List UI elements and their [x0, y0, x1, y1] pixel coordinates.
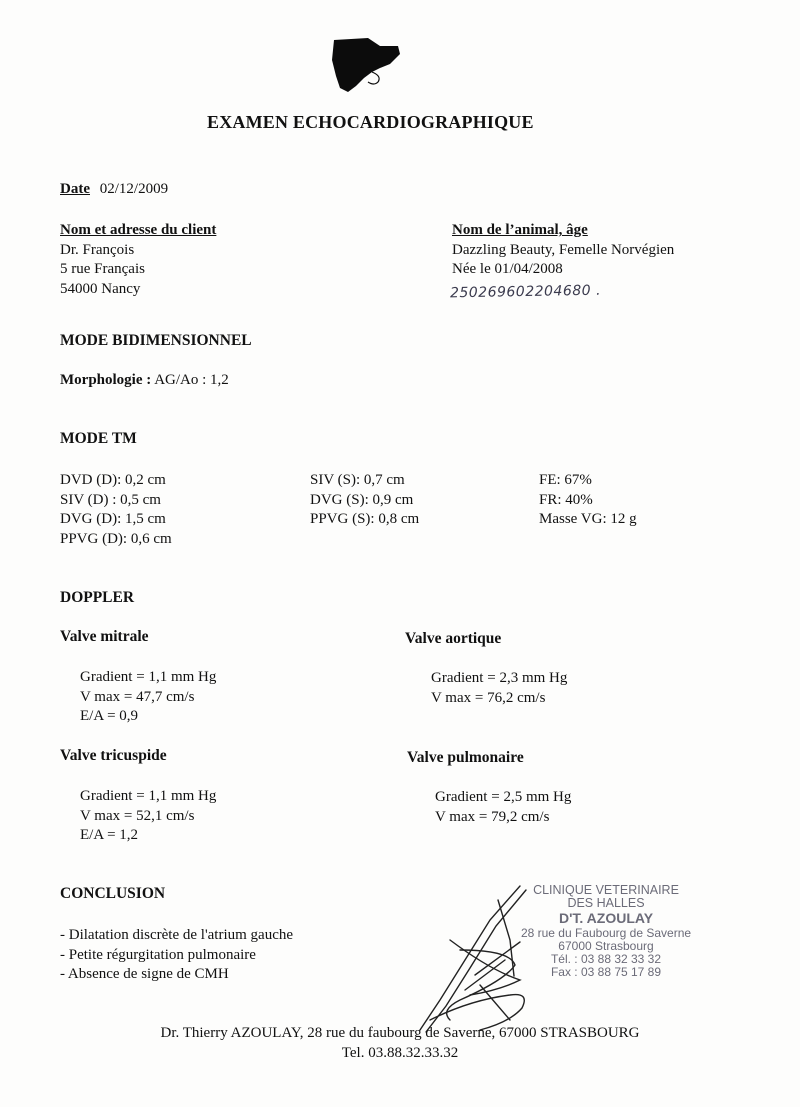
page-title: EXAMEN ECHOCARDIOGRAPHIQUE [207, 112, 534, 132]
conclusion-item: - Petite régurgitation pulmonaire [60, 946, 256, 963]
valve-mitrale-values [80, 668, 216, 727]
tm-column-2 [310, 471, 419, 530]
tm-column-3 [539, 471, 637, 530]
stamp-line: CLINIQUE VETERINAIRE [533, 883, 679, 897]
doppler-measure: V max = 76,2 cm/s [431, 689, 546, 706]
animal-block [452, 221, 674, 280]
animal-line: Dazzling Beauty, Femelle Norvégien [452, 241, 675, 258]
doppler-measure: E/A = 0,9 [80, 708, 139, 724]
tm-measure: DVG (S): 0,9 cm [310, 491, 414, 508]
valve-tricuspide-values [80, 787, 216, 846]
doppler-measure: V max = 79,2 cm/s [435, 808, 550, 825]
date-row [60, 180, 168, 200]
doppler-measure: Gradient = 1,1 mm Hg [80, 788, 217, 804]
tm-measure: FE: 67% [539, 472, 592, 488]
valve-tricuspide-title: Valve tricuspide [60, 747, 167, 764]
footer [0, 1024, 800, 1063]
morphology-value: AG/Ao : 1,2 [154, 372, 229, 388]
tm-column-1 [60, 471, 172, 549]
stamp-line: 28 rue du Faubourg de Saverne [520, 926, 692, 940]
footer-phone: Tel. 03.88.32.33.32 [341, 1044, 459, 1061]
client-line: 5 rue Français [60, 261, 145, 277]
valve-aortique-values [431, 669, 567, 708]
stamp-line: Fax : 03 88 75 17 89 [550, 965, 662, 979]
client-line: 54000 Nancy [60, 280, 141, 297]
valve-pulmonaire-values [435, 788, 571, 827]
date-value: 02/12/2009 [99, 181, 169, 197]
tm-measure: SIV (S): 0,7 cm [310, 472, 405, 488]
tm-measure: Masse VG: 12 g [539, 511, 637, 527]
doppler-measure: Gradient = 2,5 mm Hg [435, 789, 572, 805]
conclusion-item: - Dilatation discrète de l'atrium gauche [60, 927, 294, 943]
tm-measure: DVG (D): 1,5 cm [60, 511, 166, 527]
tm-measure: FR: 40% [539, 491, 593, 508]
valve-mitrale-title: Valve mitrale [60, 628, 149, 645]
stamp-line: DES HALLES [567, 896, 645, 910]
conclusion-list [60, 926, 293, 985]
handwritten-id: 250269602204680 . [449, 282, 602, 302]
tm-measure: DVD (D): 0,2 cm [60, 472, 166, 488]
signature [410, 880, 560, 1040]
conclusion-heading: CONCLUSION [60, 885, 166, 902]
doppler-measure: Gradient = 1,1 mm Hg [80, 669, 217, 685]
conclusion-item: - Absence de signe de CMH [60, 966, 229, 982]
valve-aortique-title: Valve aortique [405, 630, 502, 647]
animal-heading: Nom de l’animal, âge [452, 222, 588, 238]
date-label: Date [60, 181, 90, 197]
client-heading: Nom et adresse du client [60, 222, 217, 238]
client-line: Dr. François [60, 241, 135, 258]
doppler-measure: V max = 52,1 cm/s [80, 807, 195, 824]
valve-pulmonaire-title: Valve pulmonaire [407, 749, 524, 766]
mode-bidim-heading: MODE BIDIMENSIONNEL [60, 332, 252, 349]
stamp-line: D'T. AZOULAY [558, 910, 654, 926]
animal-line: Née le 01/04/2008 [452, 261, 563, 277]
mode-tm-heading: MODE TM [60, 430, 137, 447]
doppler-measure: Gradient = 2,3 mm Hg [431, 670, 568, 686]
tm-measure: PPVG (S): 0,8 cm [310, 511, 420, 527]
stamp-line: Tél. : 03 88 32 33 32 [550, 952, 662, 966]
morphology-row [60, 371, 229, 391]
doppler-measure: E/A = 1,2 [80, 827, 139, 843]
clinic-logo [328, 36, 402, 94]
client-block [60, 221, 216, 299]
doppler-measure: V max = 47,7 cm/s [80, 688, 195, 705]
stamp-line: 67000 Strasbourg [558, 939, 654, 953]
footer-address: Dr. Thierry AZOULAY, 28 rue du faubourg de Saverne, 67000 STRASBOURG [160, 1025, 640, 1041]
tm-measure: SIV (D) : 0,5 cm [60, 491, 161, 508]
doppler-heading: DOPPLER [60, 589, 135, 606]
morphology-label: Morphologie : [60, 372, 152, 388]
tm-measure: PPVG (D): 0,6 cm [60, 530, 172, 547]
